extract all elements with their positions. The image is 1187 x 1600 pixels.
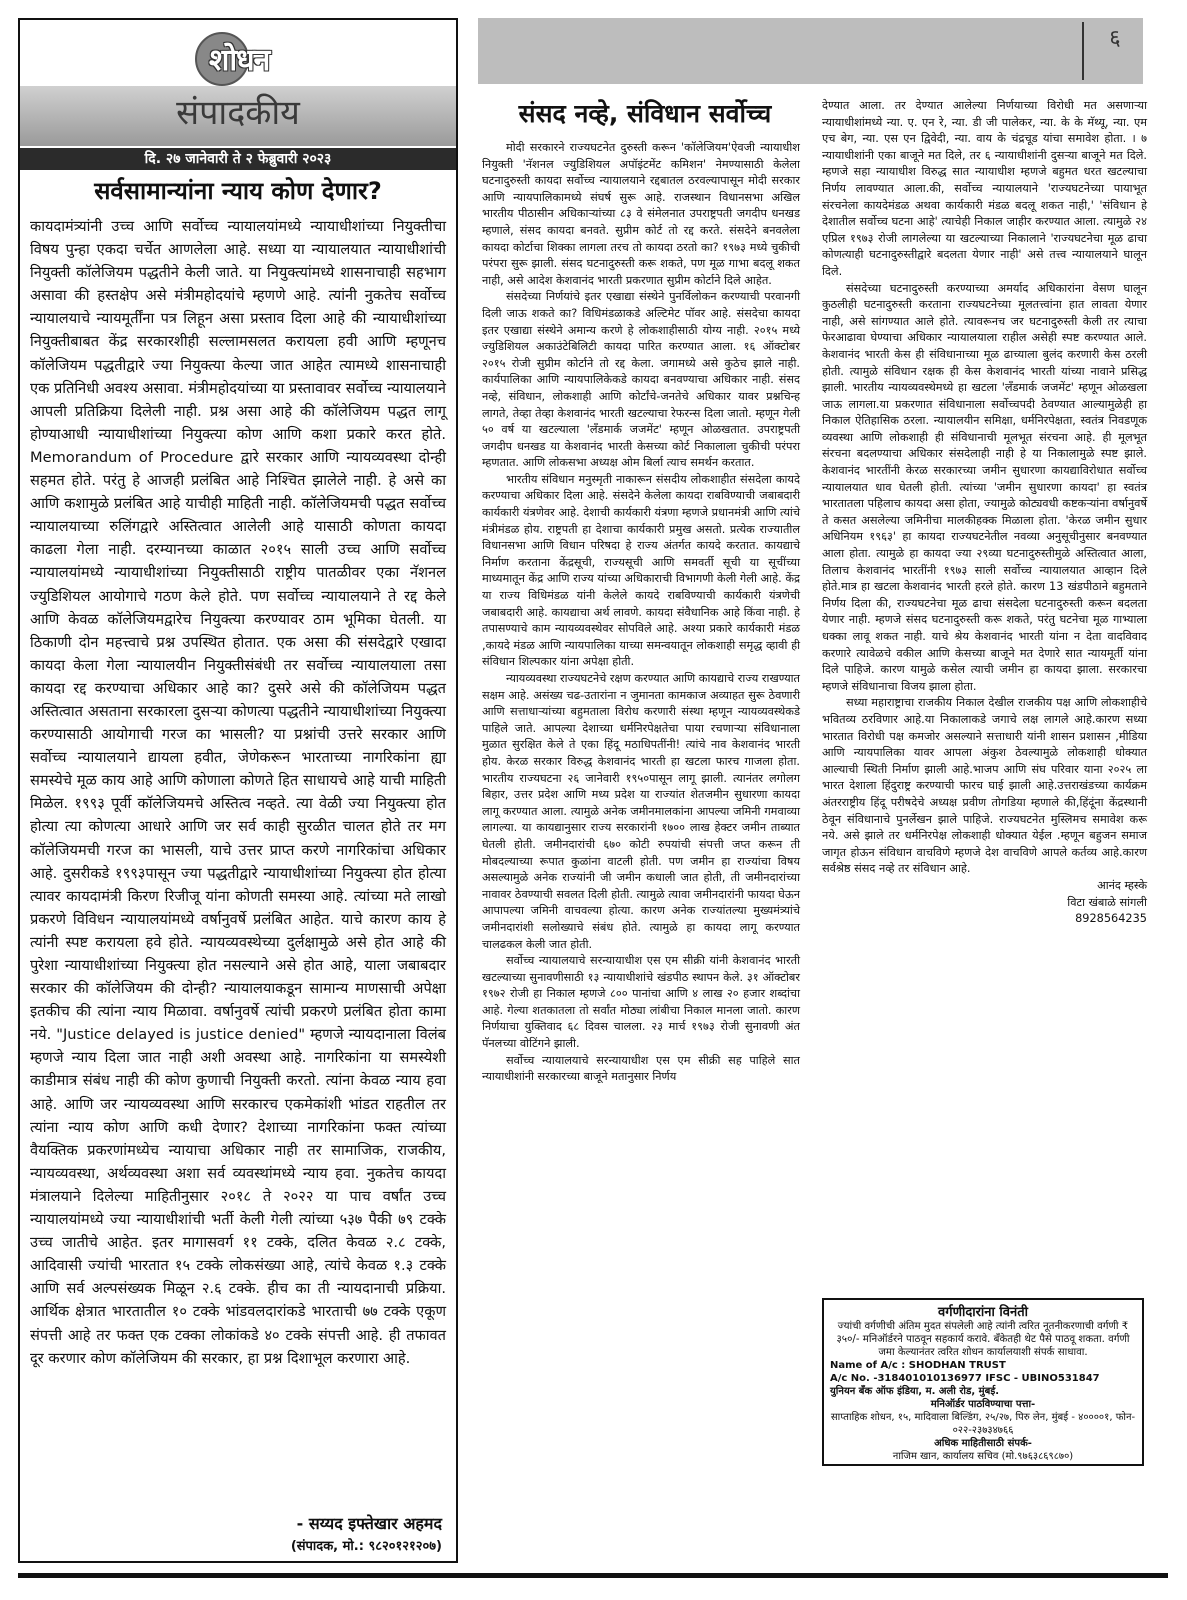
section-title: संपादकीय [176,93,300,133]
article-paragraph: देण्यात आला. तर देण्यात आलेल्या निर्णयाच्या विरोधी मत असणाऱ्या न्यायाधीशांमध्ये न्या. ए. एन रे, न्या. डी जी पालेकर, न्या. के के मॅथ्यू, न्या. एम एच बेग, न्या. एस एन द्विवेदी, न्या. वाय के चंद्रचूड यांचा समावेश होता. । ७ न्यायाधीशांनी एका बाजूने मत दिले, तर ६ न्यायाधीशांनी दुसऱ्या बाजूने मत दिले. म्हणजे सहा न्यायाधीश विरुद्ध सात न्यायाधीश म्हणजे बहुमत धरत खटल्याचा निर्णय लावण्यात आला.की, सर्वोच्च न्यायालयाने 'राज्यघटनेच्या पायाभूत संरचनेला कायदेमंडळ अथवा कार्यकारी मंडळ बदलू शकत नाही,' 'संविधान हे देशातील सर्वोच्च घटना आहे' त्याचेही निकाल जाहीर करण्यात आला. त्यामुळे २४ एप्रिल १९७३ रोजी लागलेल्या या खटल्याच्या निकालाने 'राज्यघटनेचा मूळ ढाचा कोणत्याही घटनादुरुस्तीद्वारे बदलता येणार नाही' असे तत्त्व न्यायालयाने घालून दिले. [822,99,1147,278]
notice-account-name: Name of A/c : SHODHAN TRUST [830,1360,1006,1371]
editorial-author: - सय्यद इफ्तेखार अहमद [296,1514,442,1533]
article-paragraph: सध्या महाराष्ट्राचा राजकीय निकाल देखील राजकीय पक्ष आणि लोकशाहीचे भवितव्य ठरविणार आहे.या निकालाकडे जगाचे लक्ष लागले आहे.कारण सध्या भारतात विरोधी पक्ष कमजोर असल्याने सत्ताधारी यांनी शासन प्रशासन ,मीडिया आणि न्यायपालिका यावर आपला अंकुश ठेवल्यामुळे लोकशाही धोक्यात आल्याची स्थिती निर्माण झाली आहे.भाजप आणि संघ परिवार याना २०२५ ला भारत देशाला हिंदुराष्ट्र करण्याची फारच घाई झाली आहे.उत्तराखंडच्या कार्यक्रम अंतरराष्ट्रीय हिंदू परीषदेचे अध्यक्ष प्रवीण तोगडिया म्हणाले की,हिंदूंना केंद्रस्थानी ठेवून संविधानाचे पुनर्लेखन झाले पाहिजे. राज्यघटनेत मुस्लिमच समावेश करू नये. असे झाले तर धर्मनिरपेक्ष लोकशाही धोक्यात येईल .म्हणून बहुजन समाज जागृत होऊन संविधान वाचविणे म्हणजे देश वाचविणे आपले कर्तव्य आहे.कारण सर्वश्रेष्ठ संसद नव्हे तर संविधान आहे. [822,696,1147,876]
editorial-body: कायदामंत्र्यांनी उच्च आणि सर्वोच्च न्यायालयांमध्ये न्यायाधीशांच्या नियुक्तीचा विषय पुन्हा एकदा चर्चेत आणलेला आहे. सध्या या न्यायालयात न्यायाधीशांची नियुक्ती कॉलेजियम पद्धतीने केली जाते. या नियुक्त्यांमध्ये शासनाचाही सहभाग असावा की हस्तक्षेप असे मंत्रीमहोदयांचे म्हणणे आहे. त्यांनी नुकतेच सर्वोच्च न्यायालयाचे न्यायमूर्तींना पत्र लिहून असा प्रस्ताव दिला आहे की न्यायाधीशांच्या नियुक्तीबाबत केंद्र सरकारशीही सल्लामसलत करायला हवी आणि म्हणूनच कॉलेजियम पद्धतीद्वारे ज्या नियुक्त्या केल्या जात आहेत त्यामध्ये शासनाचाही एक प्रतिनिधी अवश्य असावा. मंत्रीमहोदयांच्या या प्रस्तावावर सर्वोच्च न्यायालयाने आपली प्रतिक्रिया दिलेली नाही. प्रश्न असा आहे की कॉलेजियम पद्धत लागू होण्याआधी न्यायाधीशांच्या नियुक्त्या कोण आणि कशा प्रकारे करत होते. Memorandum of Procedure द्वारे सरकार आणि न्यायव्यवस्था दोन्ही सहमत होते. परंतु हे आजही प्रलंबित आहे निश्चित झालेले नाही. हे असे का आणि कशामुळे प्रलंबित आहे याचीही माहिती नाही. कॉलेजियमची पद्धत सर्वोच्च न्यायालयाच्या रुलिंगद्वारे अस्तित्वात आलेली आहे यासाठी कोणता कायदा काढला गेला नाही. दरम्यानच्या काळात २०१५ साली उच्च आणि सर्वोच्च न्यायालयांमध्ये न्यायाधीशांच्या नियुक्तीसाठी राष्ट्रीय पातळीवर एका नॅशनल ज्युडिशियल आयोगाचे गठण केले होते. पण सर्वोच्च न्यायालयाने ते रद्द केले आणि केवळ कॉलेजियमद्वारेच नियुक्त्या करण्यावर ठाम भूमिका घेतली. या ठिकाणी दोन महत्त्वाचे प्रश्न उपस्थित होतात. एक असा की संसदेद्वारे एखादा कायदा केला गेला न्यायालयीन नियुक्तीसंबंधी तर सर्वोच्च न्यायालयाला तसा कायदा रद्द करण्याचा अधिकार आहे का? दुसरे असे की कॉलेजियम पद्धत अस्तित्वात असताना सरकारला दुसऱ्या कोणत्या पद्धतीने न्यायाधीशांच्या नियुक्त्या करण्यासाठी आयोगाची गरज का भासली? या प्रश्नांची उत्तरे सरकार आणि सर्वोच्च न्यायालयाने द्यायला हवीत, जेणेकरून भारताच्या नागरिकांना ह्या समस्येचे मूळ काय आहे आणि कोणाला कोणते हित साधायचे आहे याची माहिती मिळेल. १९९३ पूर्वी कॉलेजियमचे अस्तित्व नव्हते. त्या वेळी ज्या नियुक्त्या होत होत्या त्या कोणत्या आधारे आणि जर सर्व काही सुरळीत चालत होते तर मग कॉलेजियमची गरज का भासली, याचे उत्तर प्राप्त करणे नागरिकांचा अधिकार आहे. दुसरीकडे १९९३पासून ज्या पद्धतीद्वारे न्यायाधीशांच्या नियुक्त्या होत होत्या त्यावर कायदामंत्री किरण रिजीजू यांना कोणती समस्या आहे. त्यांच्या मते लाखो प्रकरणे विविधन न्यायालयांमध्ये वर्षानुवर्षे प्रलंबित आहेत. याचे कारण काय हे त्यांनी स्पष्ट करायला हवे होते. न्यायव्यवस्थेच्या दुर्लक्षामुळे असे होत आहे की पुरेशा न्यायाधीशांच्या नियुक्त्या होत नसल्याने असे होत आहे, याला जबाबदार सरकार की कॉलेजियम की दोन्ही? न्यायालयाकडून सामान्य माणसाची अपेक्षा इतकीच की त्यांना न्याय मिळावा. वर्षानुवर्षे त्यांची प्रकरणे प्रलंबित होता कामा नये. "Justice delayed is justice denied" म्हणजे न्यायदानाला विलंब म्हणजे न्याय दिला जात नाही अशी अवस्था आहे. नागरिकांना या समस्येशी काडीमात्र संबंध नाही की कोण कुणाची नियुक्ती करतो. त्यांना केवळ न्याय हवा आहे. आणि जर न्यायव्यवस्था आणि सरकारच एकमेकांशी भांडत राहतील तर त्यांना न्याय कोण आणि कधी देणार? देशाच्या नागरिकांना फक्त त्यांच्या वैयक्तिक प्रकरणांमध्येच न्यायाचा अधिकार नाही तर सामाजिक, राजकीय, न्यायव्यवस्था, अर्थव्यवस्था अशा सर्व व्यवस्थांमध्ये न्याय हवा. नुकतेच कायदा मंत्रालयाने दिलेल्या माहितीनुसार २०१८ ते २०२२ या पाच वर्षांत उच्च न्यायालयांमध्ये ज्या न्यायाधीशांची भर्ती केली गेली त्यांच्या ५३७ पैकी ७९ टक्के उच्च जातीचे आहेत. इतर मागासवर्ग ११ टक्के, दलित केवळ २.८ टक्के, आदिवासी ज्यांची भारतात १५ टक्के लोकसंख्या आहे, त्यांचे केवळ १.३ टक्के आणि सर्व अल्पसंख्यक मिळून २.६ टक्के. हीच का ती न्यायदानाची प्रक्रिया. आर्थिक क्षेत्रात भारतातील १० टक्के भांडवलदारांकडे भारताची ७७ टक्के एकूण संपत्ती आहे तर फक्त एक टक्का लोकांकडे ४० टक्के संपत्ती आहे. ही तफावत दूर करणार कोण कॉलेजियम की सरकार, हा प्रश्न दिशाभूल करणारा आहे. [30,218,446,1367]
page-number-divider [1082,22,1084,80]
page-header-bar [478,18,1143,84]
article-paragraph: मोदी सरकारने राज्यघटनेत दुरुस्ती करून 'कॉलेजियम'ऐवजी न्यायाधीश नियुक्ती 'नॅशनल ज्युडिशियल अपॉइंटमेंट कमिशन' नेमण्यासाठी केलेला घटनादुरुस्ती कायदा सर्वोच्च न्यायालयाने रद्दबातल ठरवल्यापासून मोदी सरकार आणि न्यायपालिकामध्ये संघर्ष सुरू आहे. राजस्थान विधानसभा अखिल भारतीय पीठासीन अधिकाऱ्यांच्या ८३ वे संमेलनात उपराष्ट्रपती जगदीप धनखड म्हणाले, संसद कायदा बनवते. सुप्रीम कोर्ट तो रद्द करते. संसदेने बनवलेला कायदा कोर्टाचा शिक्का लागला तरच तो कायदा ठरतो का? १९७३ मध्ये चुकीची परंपरा सुरू झाली. संसद घटनादुरुस्ती करू शकते, पण मूळ गाभा बदलू शकत नाही, असे आदेश केशवानंद भारती प्रकरणात सुप्रीम कोर्टाने दिले आहेत. [482,141,800,287]
notice-account-number: A/c No. -318401010136977 IFSC - UBINO531847 [830,1373,1100,1384]
issue-date: दि. २७ जानेवारी ते २ फेब्रुवारी २०२३ [20,148,456,170]
article-column-2 [822,98,1147,928]
notice-body: ज्यांची वर्गणीची अंतिम मुदत संपलेली आहे त्यांनी त्वरित नूतनीकरणाची वर्गणी ₹ ३५०/- मनिऑर्डरने पाठवून सहकार्य करावे. बँकेतही थेट पैसे पाठवू शकता. वर्गणी जमा केल्यानंतर त्वरित शोधन कार्यालयाशी संपर्क साधावा. [836,1321,1130,1358]
article-paragraph: न्यायव्यवस्था राज्यघटनेचे रक्षण करण्यात आणि कायद्याचे राज्य राखण्यात सक्षम आहे. असंख्य चढ-उतारांना न जुमानता कामकाज अव्याहत सुरू ठेवणारी आणि सत्ताधाऱ्यांच्या बहुमताला विरोध करणारी संस्था म्हणून न्यायव्यवस्थेकडे पाहिले जाते. आपल्या देशाच्या धर्मनिरपेक्षतेचा पाया रचणाऱ्या संविधानाला मुळात सुरक्षित केले ते एका हिंदू मठाधिपतींनी! त्यांचे नाव केशवानंद भारती होय. केरळ सरकार विरुद्ध केशवानंद भारती हा खटला फारच गाजला होता. भारतीय राज्यघटना २६ जानेवारी १९५०पासून लागू झाली. त्यानंतर लगोलग बिहार, उत्तर प्रदेश आणि मध्य प्रदेश या राज्यांत शेतजमीन सुधारणा कायदा लागू करण्यात आला. त्यामुळे अनेक जमीनमालकांना आपल्या जमिनी गमवाव्या लागल्या. या कायद्यानुसार राज्य सरकारांनी १७०० लाख हेक्टर जमीन ताब्यात घेतली होती. जमीनदारांची ६७० कोटी रुपयांची संपत्ती जप्त करून ती मोबदल्याच्या रूपात कुळांना वाटली होती. पण जमीन हा राज्यांचा विषय असल्यामुळे अनेक राज्यांनी जी जमीन कधाली जात होती, ती जमीनदारांच्या नावावर ठेवण्याची सवलत दिली होती. त्यामुळे त्यावा जमीनदारांनी फायदा घेऊन आपापल्या जमिनी वाचवल्या होत्या. कारण अनेक राज्यांतल्या मुख्यमंत्र्यांचे जमीनदारांशी सलोख्याचे संबंध होते. त्यामुळे हा कायदा लागू करण्यात चालढकल केली जात होती. [482,672,800,951]
editorial-author-contact: (संपादक, मो.: ९८२०१२१२०७) [290,1539,442,1554]
article-paragraph: सर्वोच्च न्यायालयाचे सरन्यायाधीश एस एम सीक्री यांनी केशवानंद भारती खटल्याच्या सुनावणीसाठी १३ न्यायाधीशांचे खंडपीठ स्थापन केले. ३१ ऑक्टोबर १९७२ रोजी हा निकाल म्हणजे ८०० पानांचा आणि ४ लाख २० हजार शब्दांचा आहे. गेल्या शतकातला तो सर्वांत मोठ्या लांबीचा निकाल मानला जातो. कारण निर्णयाचा युक्तिवाद ६८ दिवस चालला. २३ मार्च १९७३ रोजी सुनावणी अंत पॅनलच्या वोटिंगने झाली. [482,954,800,1051]
shodhan-logo [195,32,335,84]
editorial-headline: सर्वसामान्यांना न्याय कोण देणार? [94,177,382,205]
footer-rule [18,1573,1168,1578]
page-number: ६ [1109,26,1121,51]
article-author-name: आनंद म्हस्के [1097,878,1147,892]
editorial-box [18,18,458,1563]
article-author-place: विटा खंबाळे सांगली [1067,895,1147,909]
notice-contact: नाजिम खान, कार्यालय सचिव (मो.९७६३८६९८७०) [892,1451,1074,1462]
notice-info-title: अधिक माहितीसाठी संपर्क- [934,1438,1032,1449]
article-paragraph: संसदेच्या निर्णयांचे इतर एखाद्या संस्थेने पुनर्विलोकन करण्याची परवानगी दिली जाऊ शकते का? विधिमंडळाकडे अल्टिमेट पॉवर आहे. संसदेचा कायदा इतर एखाद्या संस्थेने अमान्य करणे हे लोकशाहीसाठी योग्य नाही. २०१५ मध्ये ज्युडिशियल अकाउंटेबिलिटी कायदा पारित करण्यात आला. १६ ऑक्टोबर २०१५ रोजी सुप्रीम कोर्टाने तो रद्द केला. जगामध्ये असे कुठेच झाले नाही. कार्यपालिका आणि न्यायपालिकेकडे कायदा बनवण्याचा अधिकार नाही. संसद नव्हे, संविधान, लोकशाही आणि कोर्टांचे-जनतेचे अधिकार यावर प्रश्नचिन्ह लागते, तेव्हा तेव्हा केशवानंद भारती खटल्याचा रेफरन्स दिला जातो. म्हणून गेली ५० वर्ष या खटल्याला 'लँडमार्क जजमेंट' म्हणून ओळखतात. उपराष्ट्रपती जगदीप धनखड या केशवानंद भारती केसच्या कोर्ट निकालाला चुकीची परंपरा म्हणतात. आणि लोकसभा अध्यक्ष ओम बिर्ला त्याच समर्थन करतात. [482,290,800,470]
article-paragraph: सर्वोच्च न्यायालयाचे सरन्यायाधीश एस एम सीक्री सह पाहिले सात न्यायाधीशांनी सरकारच्या बाजूने मतानुसार निर्णय [482,1053,800,1084]
logo-text: शोधन [209,43,270,78]
article-paragraph: संसदेच्या घटनादुरुस्ती करण्याच्या अमर्याद अधिकारांना वेसण घालून कुठलीही घटनादुरुस्ती करताना राज्यघटनेच्या मूलतत्त्वांना हात लावता येणार नाही, असे सांगण्यात आले होते. त्यावरूनच जर घटनादुरुस्ती केली तर त्याचा फेरआढावा घेण्याचा अधिकार न्यायालयाला राहील असेही स्पष्ट करण्यात आले. केशवानंद भारती केस ही संविधानाच्या मूळ ढाच्याला बुलंद करणारी केस ठरली होती. त्यामुळे संविधान रक्षक ही केस केशवानंद भारती यांच्या नावाने प्रसिद्ध झाली. भारतीय न्यायव्यवस्थेमध्ये हा खटला 'लँडमार्क जजमेंट' म्हणून ओळखला जाऊ लागला.या प्रकरणात संविधानाला सर्वोच्चपदी ठेवण्यात आल्यामुळेही हा निकाल ऐतिहासिक ठरला. न्यायालयीन समिक्षा, धर्मनिरपेक्षता, स्वतंत्र निवडणूक व्यवस्था आणि लोकशाही ही संविधानाची मूलभूत संरचना आहे. ही मूलभूत संरचना बदलण्याचा अधिकार संसदेलाही नाही हे या निकालामुळे स्पष्ट झाले. केशवानंद भारतींनी केरळ सरकारच्या जमीन सुधारणा कायद्याविरोधात सर्वोच्च न्यायालयात धाव घेतली होती. त्यांच्या 'जमीन सुधारणा कायदा' हा स्वतंत्र भारतातला पहिलाच कायदा असा होता, ज्यामुळे कोट्यवधी कष्टकऱ्यांना वर्षानुवर्षे ते कसत असलेल्या जमिनीचा मालकीहक्क मिळाला होता. 'केरळ जमीन सुधार अधिनियम १९६३' हा कायदा राज्यघटनेतील नवव्या अनुसूचीनुसार बनवण्यात आला होता. त्यामुळे हा कायदा ज्या २९व्या घटनादुरुस्तीमुळे अस्तित्वात आला, तिलाच केशवानंद भारतींनी १९७३ साली सर्वोच्च न्यायालयात आव्हान दिले होते.मात्र हा खटला केशवानंद भारती हरले होते. कारण 13 खंडपीठाने बहुमताने निर्णय दिला की, राज्यघटनेचा मूळ ढाचा संसदेला घटनादुरुस्ती करून बदलता येणार नाही. म्हणजे संसद घटनादुरुस्ती करू शकते, परंतु घटनेचा मूळ गाभ्याला धक्का लावू शकत नाही. याचे श्रेय केशवानंद भारती यांना न देता वादविवाद करणारे त्यावेळचे वकील आणि केसच्या बाजूने मत देणारे सात न्यायमूर्ती यांना दिले पाहिजे. कारण यामुळे कसेल त्याची जमीन हा कायदा झाला. सरकारचा म्हणजे संविधानाचा विजय झाला होता. [822,281,1147,693]
article-column-1 [482,140,800,1086]
notice-bank: युनियन बँक ऑफ इंडिया, म. अली रोड, मुंबई. [830,1386,1000,1397]
article-paragraph: भारतीय संविधान मनुस्मृती नाकारून संसदीय लोकशाहीत संसदेला कायदे करण्याचा अधिकार दिला आहे. संसदेने केलेला कायदा राबविण्याची जबाबदारी कार्यकारी यंत्रणेवर आहे. देशाची कार्यकारी यंत्रणा म्हणजे प्रधानमंत्री आणि त्यांचे मंत्रीमंडळ होय. राष्ट्रपती हा देशाचा कार्यकारी प्रमुख असतो. प्रत्येक राज्यातील विधानसभा आणि विधान परिषदा हे राज्य अंतर्गत कायदे करतात. कायद्याचे निर्माण करताना केंद्रसूची, राज्यसूची आणि समवर्ती सूची या सूचींच्या माध्यमातून केंद्र आणि राज्य यांच्या अधिकाराची विभागणी केली गेली आहे. केंद्र या राज्य विधिमंडळ यांनी केलेले कायदे राबविण्याची कार्यकारी यंत्रणेची जबाबदारी आहे. कायद्याचा अर्थ लावणे. कायदा संवैधानिक आहे किंवा नाही. हे तपासण्याचे काम न्यायव्यवस्थेवर सोपविले आहे. अश्या प्रकारे कार्यकारी मंडळ ,कायदे मंडळ आणि न्यायपालिका याच्या समन्वयातून लोकशाही समृद्ध व्हावी ही संविधान शिल्पकार यांना अपेक्षा होती. [482,472,800,669]
notice-address: साप्ताहिक शोधन, १५, मादिवाला बिल्डिंग, २५/२७, पिरु लेन, मुंबई - ४००००१, फोन- ०२२-२३७३४७६६ [830,1412,1136,1436]
notice-mo-title: मनिऑर्डर पाठविण्याचा पत्ता- [930,1399,1036,1410]
article-author-phone: 8928564235 [1075,912,1147,926]
notice-title: वर्गणीदारांना विनंती [938,1305,1028,1320]
article-headline: संसद नव्हे, संविधान सर्वोच्च [518,99,772,128]
subscriber-notice [822,1298,1144,1466]
